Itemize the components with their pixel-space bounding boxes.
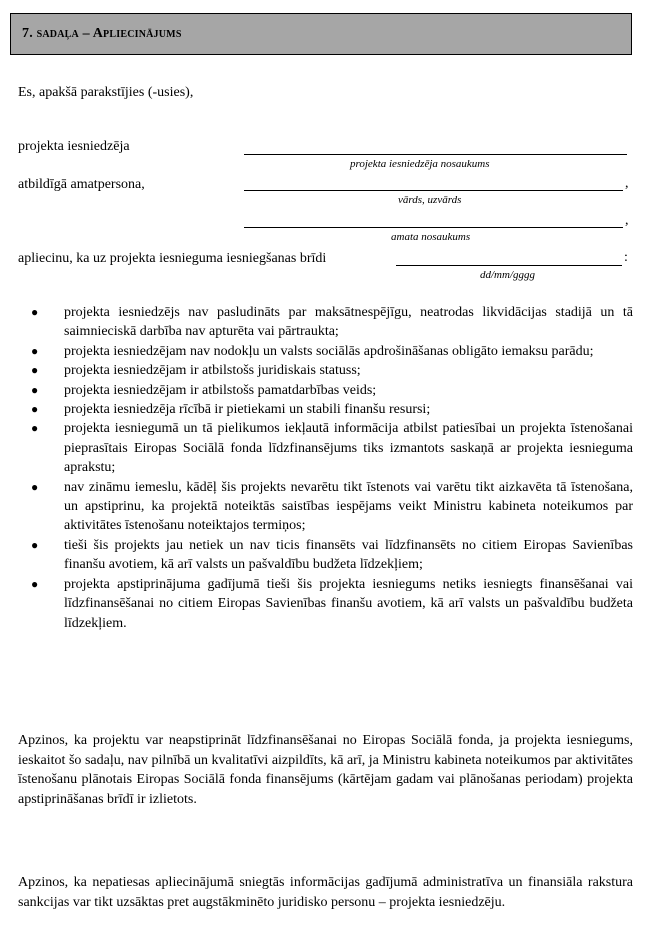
section-header (10, 13, 632, 55)
list-item: ● projekta iesniegumā un tā pielikumos iekļautā informācija atbilst patiesībai un projekta īstenošanai pieprasītais Eiropas Sociālā fonda līdzfinansējums tiks izmantots saskaņā ar projekta iesnieguma aprakstu; (31, 421, 633, 476)
applicant-name-field[interactable] (244, 154, 627, 155)
intro-text: Es, apakšā parakstījies (-usies), (18, 85, 194, 100)
list-item: ● projekta iesniedzējam ir atbilstošs juridiskais statuss; (18, 361, 633, 380)
list-item: ● projekta iesniedzējam ir atbilstošs pamatdarbības veids; (18, 381, 633, 400)
comma-mark: , (625, 176, 629, 191)
position-caption: amata nosaukums (391, 231, 471, 243)
bullet-icon: ● (31, 576, 39, 591)
colon-mark: : (624, 250, 628, 265)
confirm-label: apliecinu, ka uz projekta iesnieguma iesniegšanas brīdi (18, 251, 327, 266)
bullet-icon: ● (31, 479, 39, 494)
list-item: ● projekta iesniedzēja rīcībā ir pietiekami un stabili finanšu resursi; (18, 400, 633, 419)
position-field[interactable] (244, 227, 623, 228)
bullet-icon: ● (31, 537, 39, 552)
paragraph-sanctions-notice: Apzinos, ka nepatiesas apliecinājumā sniegtās informācijas gadījumā administratīva un finansiāla rakstura sankcijas var tikt uzsāktas pret augstākminēto juridisko personu – projekta iesniedzēju. (18, 875, 633, 910)
bullet-icon: ● (31, 305, 39, 319)
statement-list (18, 303, 633, 633)
applicant-label: projekta iesniedzēja (18, 139, 130, 154)
bullet-icon: ● (31, 382, 39, 397)
list-item: ● nav zināmu iemeslu, kādēļ šis projekts nevarētu tikt īstenots vai varētu tikt aizkavēta tā īstenošana, un apstiprinu, ka projektā noteiktās saistības iespējams veikt Ministru kabineta noteikumos par aktivitātes īstenošanu noteiktajos termiņos; (31, 479, 633, 534)
comma-mark: , (625, 213, 629, 228)
list-item: ● projekta iesniedzējam nav nodokļu un valsts sociālās apdrošināšanas obligāto iemaksu parādu; (18, 342, 633, 361)
list-item: ● projekta iesniedzējs nav pasludināts par maksātnespējīgu, neatrodas likvidācijas stadijā un tā saimnieciskā darbība nav apturēta vai pārtraukta; (31, 305, 633, 340)
official-name-field[interactable] (244, 190, 623, 191)
applicant-name-caption: projekta iesniedzēja nosaukums (350, 158, 490, 170)
list-item: ● tieši šis projekts jau netiek un nav ticis finansēts vai līdzfinansēts no citiem Eiropas Savienības finanšu avotiem, kā arī valsts un pašvaldību budžeta līdzekļiem; (31, 537, 633, 573)
date-caption: dd/mm/gggg (480, 269, 535, 281)
section-title: 7. sadaļa – Apliecinājums (22, 26, 182, 41)
list-item: ● projekta apstiprinājuma gadījumā tieši šis projekta iesniegums netiks iesniegts finansēšanai vai līdzfinansēšanai no citiem Eiropas Savienības finanšu avotiem, kā arī valsts un pašvaldību budžeta līdzekļiem. (31, 576, 633, 631)
bullet-icon: ● (31, 363, 39, 378)
paragraph-approval-notice: Apzinos, ka projektu var neapstiprināt līdzfinansēšanai no Eiropas Sociālā fonda, ja projekta iesniegums, ieskaitot šo sadaļu, nav pilnībā un kvalitatīvi aizpildīts, kā arī, ja Ministru kabineta noteikumos par aktivitātes īstenošanu plānotais Eiropas Sociālā fonda finansējums (kārtējam gadam vai plānošanas periodam) projekta apstiprināšanas brīdī ir izlietots. (18, 733, 633, 807)
bullet-icon: ● (31, 402, 39, 417)
bullet-icon: ● (31, 421, 39, 436)
official-label: atbildīgā amatpersona, (18, 177, 145, 192)
bullet-icon: ● (31, 343, 39, 358)
name-caption: vārds, uzvārds (398, 194, 462, 206)
date-field[interactable] (396, 265, 622, 266)
